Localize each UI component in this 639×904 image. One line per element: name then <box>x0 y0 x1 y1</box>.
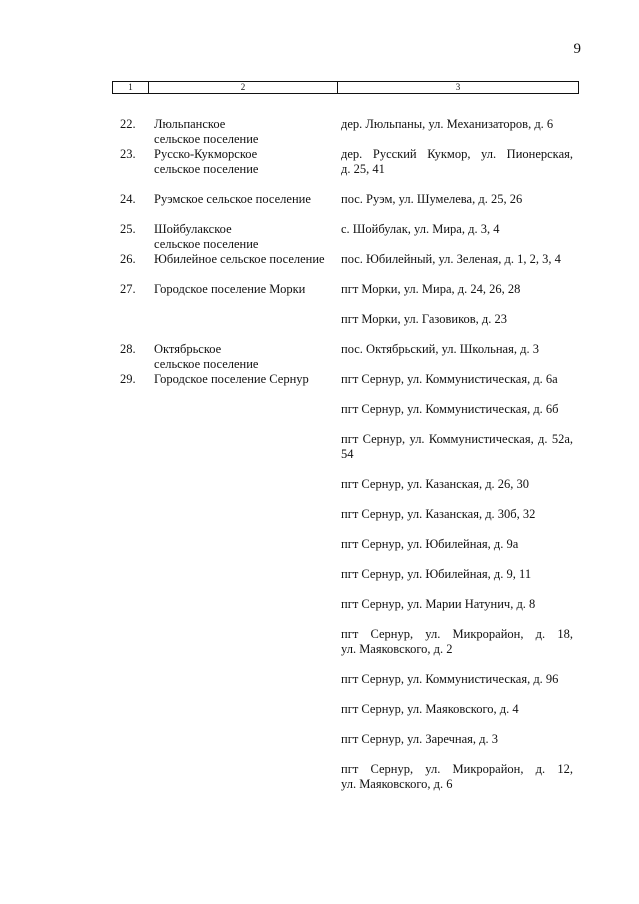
settlement-name-line: сельское поселение <box>154 162 259 176</box>
address-list <box>341 252 573 282</box>
settlement-name <box>154 342 336 372</box>
address-line: пгт Сернур, ул. Коммунистическая, д. 6б <box>341 402 559 416</box>
settlement-name <box>154 282 336 297</box>
settlement-name-line: Люльпанское <box>154 117 226 131</box>
row-number: 22. <box>120 117 136 131</box>
address-line: пгт Сернур, ул. Микрорайон, д. 12, <box>341 762 573 776</box>
settlement-name <box>154 117 336 147</box>
address-line: пгт Сернур, ул. Казанская, д. 26, 30 <box>341 477 530 491</box>
address-line: пгт Сернур, ул. Коммунистическая, д. 96 <box>341 672 559 686</box>
address-list <box>341 372 573 807</box>
settlement-name <box>154 252 336 267</box>
address-line: пгт Сернур, ул. Коммунистическая, д. 6а <box>341 372 558 386</box>
address-line: с. Шойбулак, ул. Мира, д. 3, 4 <box>341 222 500 236</box>
address-entry <box>341 702 573 717</box>
table-row <box>0 372 639 807</box>
table-header-row <box>112 81 579 94</box>
table-row <box>0 282 639 342</box>
table-row <box>0 117 639 147</box>
address-entry <box>341 342 573 357</box>
address-entry <box>341 567 573 582</box>
table-row <box>0 222 639 252</box>
settlement-name-line: Русско-Кукморское <box>154 147 258 161</box>
address-entry <box>341 597 573 612</box>
settlement-name-line: Руэмское сельское поселение <box>154 192 311 206</box>
address-line: дер. Русский Кукмор, ул. Пионерская, <box>341 147 573 161</box>
address-entry <box>341 537 573 552</box>
address-line: дер. Люльпаны, ул. Механизаторов, д. 6 <box>341 117 554 131</box>
row-number: 28. <box>120 342 136 356</box>
settlement-name-line: Шойбулакское <box>154 222 232 236</box>
row-number: 25. <box>120 222 136 236</box>
address-list <box>341 282 573 342</box>
table-row <box>0 147 639 192</box>
address-line: ул. Маяковского, д. 6 <box>341 777 453 791</box>
address-line: пгт Сернур, ул. Юбилейная, д. 9а <box>341 537 519 551</box>
address-line: пгт Морки, ул. Мира, д. 24, 26, 28 <box>341 282 521 296</box>
header-col-2: 2 <box>149 82 338 93</box>
address-entry <box>341 402 573 417</box>
address-line: пос. Руэм, ул. Шумелева, д. 25, 26 <box>341 192 523 206</box>
address-line: пгт Сернур, ул. Заречная, д. 3 <box>341 732 499 746</box>
address-entry <box>341 222 573 237</box>
row-number: 26. <box>120 252 136 266</box>
address-list <box>341 147 573 192</box>
address-list <box>341 117 573 147</box>
address-line: пгт Морки, ул. Газовиков, д. 23 <box>341 312 508 326</box>
address-entry <box>341 282 573 297</box>
settlement-name-line: Городское поселение Сернур <box>154 372 309 386</box>
header-col-1: 1 <box>113 82 149 93</box>
settlement-name-line: сельское поселение <box>154 237 259 251</box>
row-number: 29. <box>120 372 136 386</box>
table-body <box>0 117 639 807</box>
address-list <box>341 342 573 372</box>
address-line: 54 <box>341 447 354 461</box>
settlement-name-line: Юбилейное сельское поселение <box>154 252 325 266</box>
address-list <box>341 192 573 222</box>
address-line: пгт Сернур, ул. Казанская, д. 30б, 32 <box>341 507 536 521</box>
address-line: пгт Сернур, ул. Микрорайон, д. 18, <box>341 627 573 641</box>
header-col-3: 3 <box>455 82 461 92</box>
address-entry <box>341 192 573 207</box>
address-list <box>341 222 573 252</box>
address-entry <box>341 477 573 492</box>
address-line: пос. Юбилейный, ул. Зеленая, д. 1, 2, 3, 4 <box>341 252 561 266</box>
address-entry <box>341 672 573 687</box>
row-number: 23. <box>120 147 136 161</box>
address-entry <box>341 252 573 267</box>
row-number: 24. <box>120 192 136 206</box>
address-entry <box>341 627 573 657</box>
settlement-name-line: сельское поселение <box>154 132 259 146</box>
address-line: пгт Сернур, ул. Маяковского, д. 4 <box>341 702 519 716</box>
address-entry <box>341 312 573 327</box>
address-line: пос. Октябрьский, ул. Школьная, д. 3 <box>341 342 539 356</box>
address-entry <box>341 432 573 462</box>
address-entry <box>341 372 573 387</box>
address-entry <box>341 147 573 177</box>
row-number: 27. <box>120 282 136 296</box>
settlement-name <box>154 192 336 207</box>
settlement-name-line: Городское поселение Морки <box>154 282 306 296</box>
table-row <box>0 192 639 222</box>
address-line: пгт Сернур, ул. Коммунистическая, д. 52а, <box>341 432 573 446</box>
table-row <box>0 252 639 282</box>
address-entry <box>341 117 573 132</box>
address-line: ул. Маяковского, д. 2 <box>341 642 453 656</box>
address-line: пгт Сернур, ул. Марии Натунич, д. 8 <box>341 597 536 611</box>
settlement-name-line: Октябрьское <box>154 342 222 356</box>
settlement-name <box>154 372 336 387</box>
settlement-name <box>154 147 336 177</box>
address-entry <box>341 762 573 792</box>
address-line: пгт Сернур, ул. Юбилейная, д. 9, 11 <box>341 567 532 581</box>
address-line: д. 25, 41 <box>341 162 385 176</box>
settlement-name-line: сельское поселение <box>154 357 259 371</box>
address-entry <box>341 507 573 522</box>
settlement-name <box>154 222 336 252</box>
table-row <box>0 342 639 372</box>
address-entry <box>341 732 573 747</box>
page-number: 9 <box>573 41 581 57</box>
